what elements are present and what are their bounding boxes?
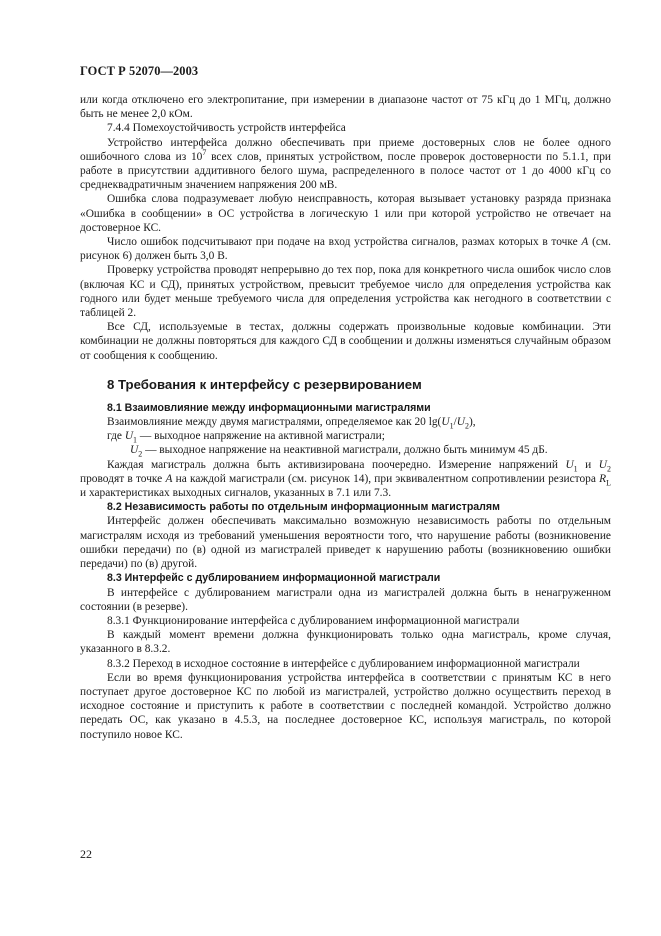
page-number: 22 xyxy=(80,847,92,861)
text-run: Взаимовлияние между двумя магистралями, определяемое как 20 lg( xyxy=(107,416,442,429)
symbol: А xyxy=(165,472,173,485)
text-run: Устройство интерфейса должно обеспечивать при приеме достоверных слов не более одного ошибочного слова из 10 xyxy=(80,136,611,163)
definition-line xyxy=(80,429,611,443)
clause-heading-8-1: 8.1 Взаимовлияние между информационными магистралями xyxy=(107,401,431,414)
text-run: на каждой магистрали (см. рисунок 14), при эквивалентном сопротивлении резистора xyxy=(172,472,600,485)
definition-line xyxy=(80,443,611,457)
standard-header: ГОСТ Р 52070—2003 xyxy=(80,64,199,78)
text-run: (см. рисунок 6) должен быть 3,0 В. xyxy=(80,236,611,263)
paragraph xyxy=(80,136,611,193)
text-run: / xyxy=(453,416,457,429)
symbol: U xyxy=(124,430,134,443)
text-run: — выходное напряжение на неактивной магистрали, должно быть минимум 45 дБ. xyxy=(142,444,548,457)
paragraph: Интерфейс должен обеспечивать максимально возможную независимость работы по отдельным магистралям исходя из требований уменьшения вероятности того, что нарушение работы (возникновение ошибки передачи) по (в) одной из магистралей приведет к нарушению работы (возникновению ошибки передачи) по (в) другой. xyxy=(80,515,611,571)
subscript: 1 xyxy=(449,421,454,431)
paragraph xyxy=(80,415,611,429)
clause-heading-8-3-2: 8.3.2 Переход в исходное состояние в интерфейсе с дублированием информационной магистрали xyxy=(107,657,580,670)
paragraph: В интерфейсе с дублированием магистрали одна из магистралей должна быть в ненагруженном состоянии (в резерве). xyxy=(80,586,611,613)
clause-heading-8-2: 8.2 Независимость работы по отдельным информационным магистралям xyxy=(107,501,500,514)
subscript: 2 xyxy=(464,421,469,431)
symbol: А xyxy=(581,236,589,249)
paragraph: В каждый момент времени должна функционировать только одна магистраль, кроме случая, указанного в 8.3.2. xyxy=(80,629,611,656)
subscript: 2 xyxy=(138,449,143,459)
section-heading-8: 8 Требования к интерфейсу с резервированием xyxy=(107,376,422,392)
paragraph: Если во время функционирования устройства интерфейса в соответствии с принятым КС в него поступает другое достоверное КС по любой из магистралей, устройство должно осуществить переход в исходное состояние и приступить к работе в соответствии с последней командой. Устройство должно передать ОС, как указано в 4.5.3, на последнее достоверное КС, используя магистраль, по которой поступило новое КС. xyxy=(80,671,611,741)
text-run: ), xyxy=(468,416,476,429)
text-run: Каждая магистраль должна быть активизирована поочередно. Измерение напряжений xyxy=(107,458,566,471)
symbol: U xyxy=(456,416,465,429)
exponent: 7 xyxy=(202,148,207,158)
text-run: и xyxy=(577,458,599,471)
paragraph xyxy=(80,458,611,501)
text-run: и характеристиках выходных сигналов, указанных в 7.1 или 7.3. xyxy=(80,487,392,500)
symbol: U xyxy=(130,444,139,457)
subscript: 1 xyxy=(573,463,578,473)
paragraph: Все СД, используемые в тестах, должны содержать произвольные кодовые комбинации. Эти комбинации не должны повторяться для каждого СД в сообщении и должны изменяться случайным образом от сообщения к сообщению. xyxy=(80,321,611,362)
text-run: Число ошибок подсчитывают при подаче на вход устройства сигналов, размах которых в точке xyxy=(107,236,582,249)
subscript: L xyxy=(606,478,611,488)
text-run: — выходное напряжение на активной магистрали; xyxy=(137,430,385,443)
text-run: где xyxy=(107,430,125,443)
symbol: R xyxy=(599,472,607,485)
subscript: 2 xyxy=(607,463,611,473)
text-run: проводят в точке xyxy=(80,472,166,485)
paragraph: или когда отключено его электропитание, при измерении в диапазоне частот от 75 кГц до 1 МГц, должно быть не менее 2,0 кОм. xyxy=(80,94,611,121)
paragraph: Ошибка слова подразумевает любую неисправность, которая вызывает установку разряда признака «Ошибка в сообщении» в ОС устройства в логическую 1 или при которой устройство не отвечает на достоверное КС. xyxy=(80,193,611,234)
subscript: 1 xyxy=(133,435,138,445)
clause-heading-8-3-1: 8.3.1 Функционирование интерфейса с дублированием информационной магистрали xyxy=(107,614,520,627)
paragraph: Проверку устройства проводят непрерывно до тех пор, пока для конкретного числа ошибок число слов (включая КС и СД), принятых устройством, превысит требуемое число для определения устройства как годного или будет меньше требуемого числа для определения устройства как негодного в соответствии с таблицей 2. xyxy=(80,264,611,320)
paragraph xyxy=(80,235,611,263)
clause-heading-8-3: 8.3 Интерфейс с дублированием информационной магистрали xyxy=(107,572,441,585)
document-body xyxy=(80,93,611,742)
symbol: U xyxy=(565,458,574,471)
text-run: всех слов, принятых устройством, после проверок достоверности по 5.1.1, при работе в присутствии аддитивного белого шума, распределенного в полосе частот от 1 до 4000 кГц со среднеквадратичным значением напряжения 200 мВ. xyxy=(80,150,612,192)
symbol: U xyxy=(441,416,450,429)
symbol: U xyxy=(598,458,608,471)
clause-heading-7-4-4: 7.4.4 Помехоустойчивость устройств интерфейса xyxy=(107,122,346,135)
